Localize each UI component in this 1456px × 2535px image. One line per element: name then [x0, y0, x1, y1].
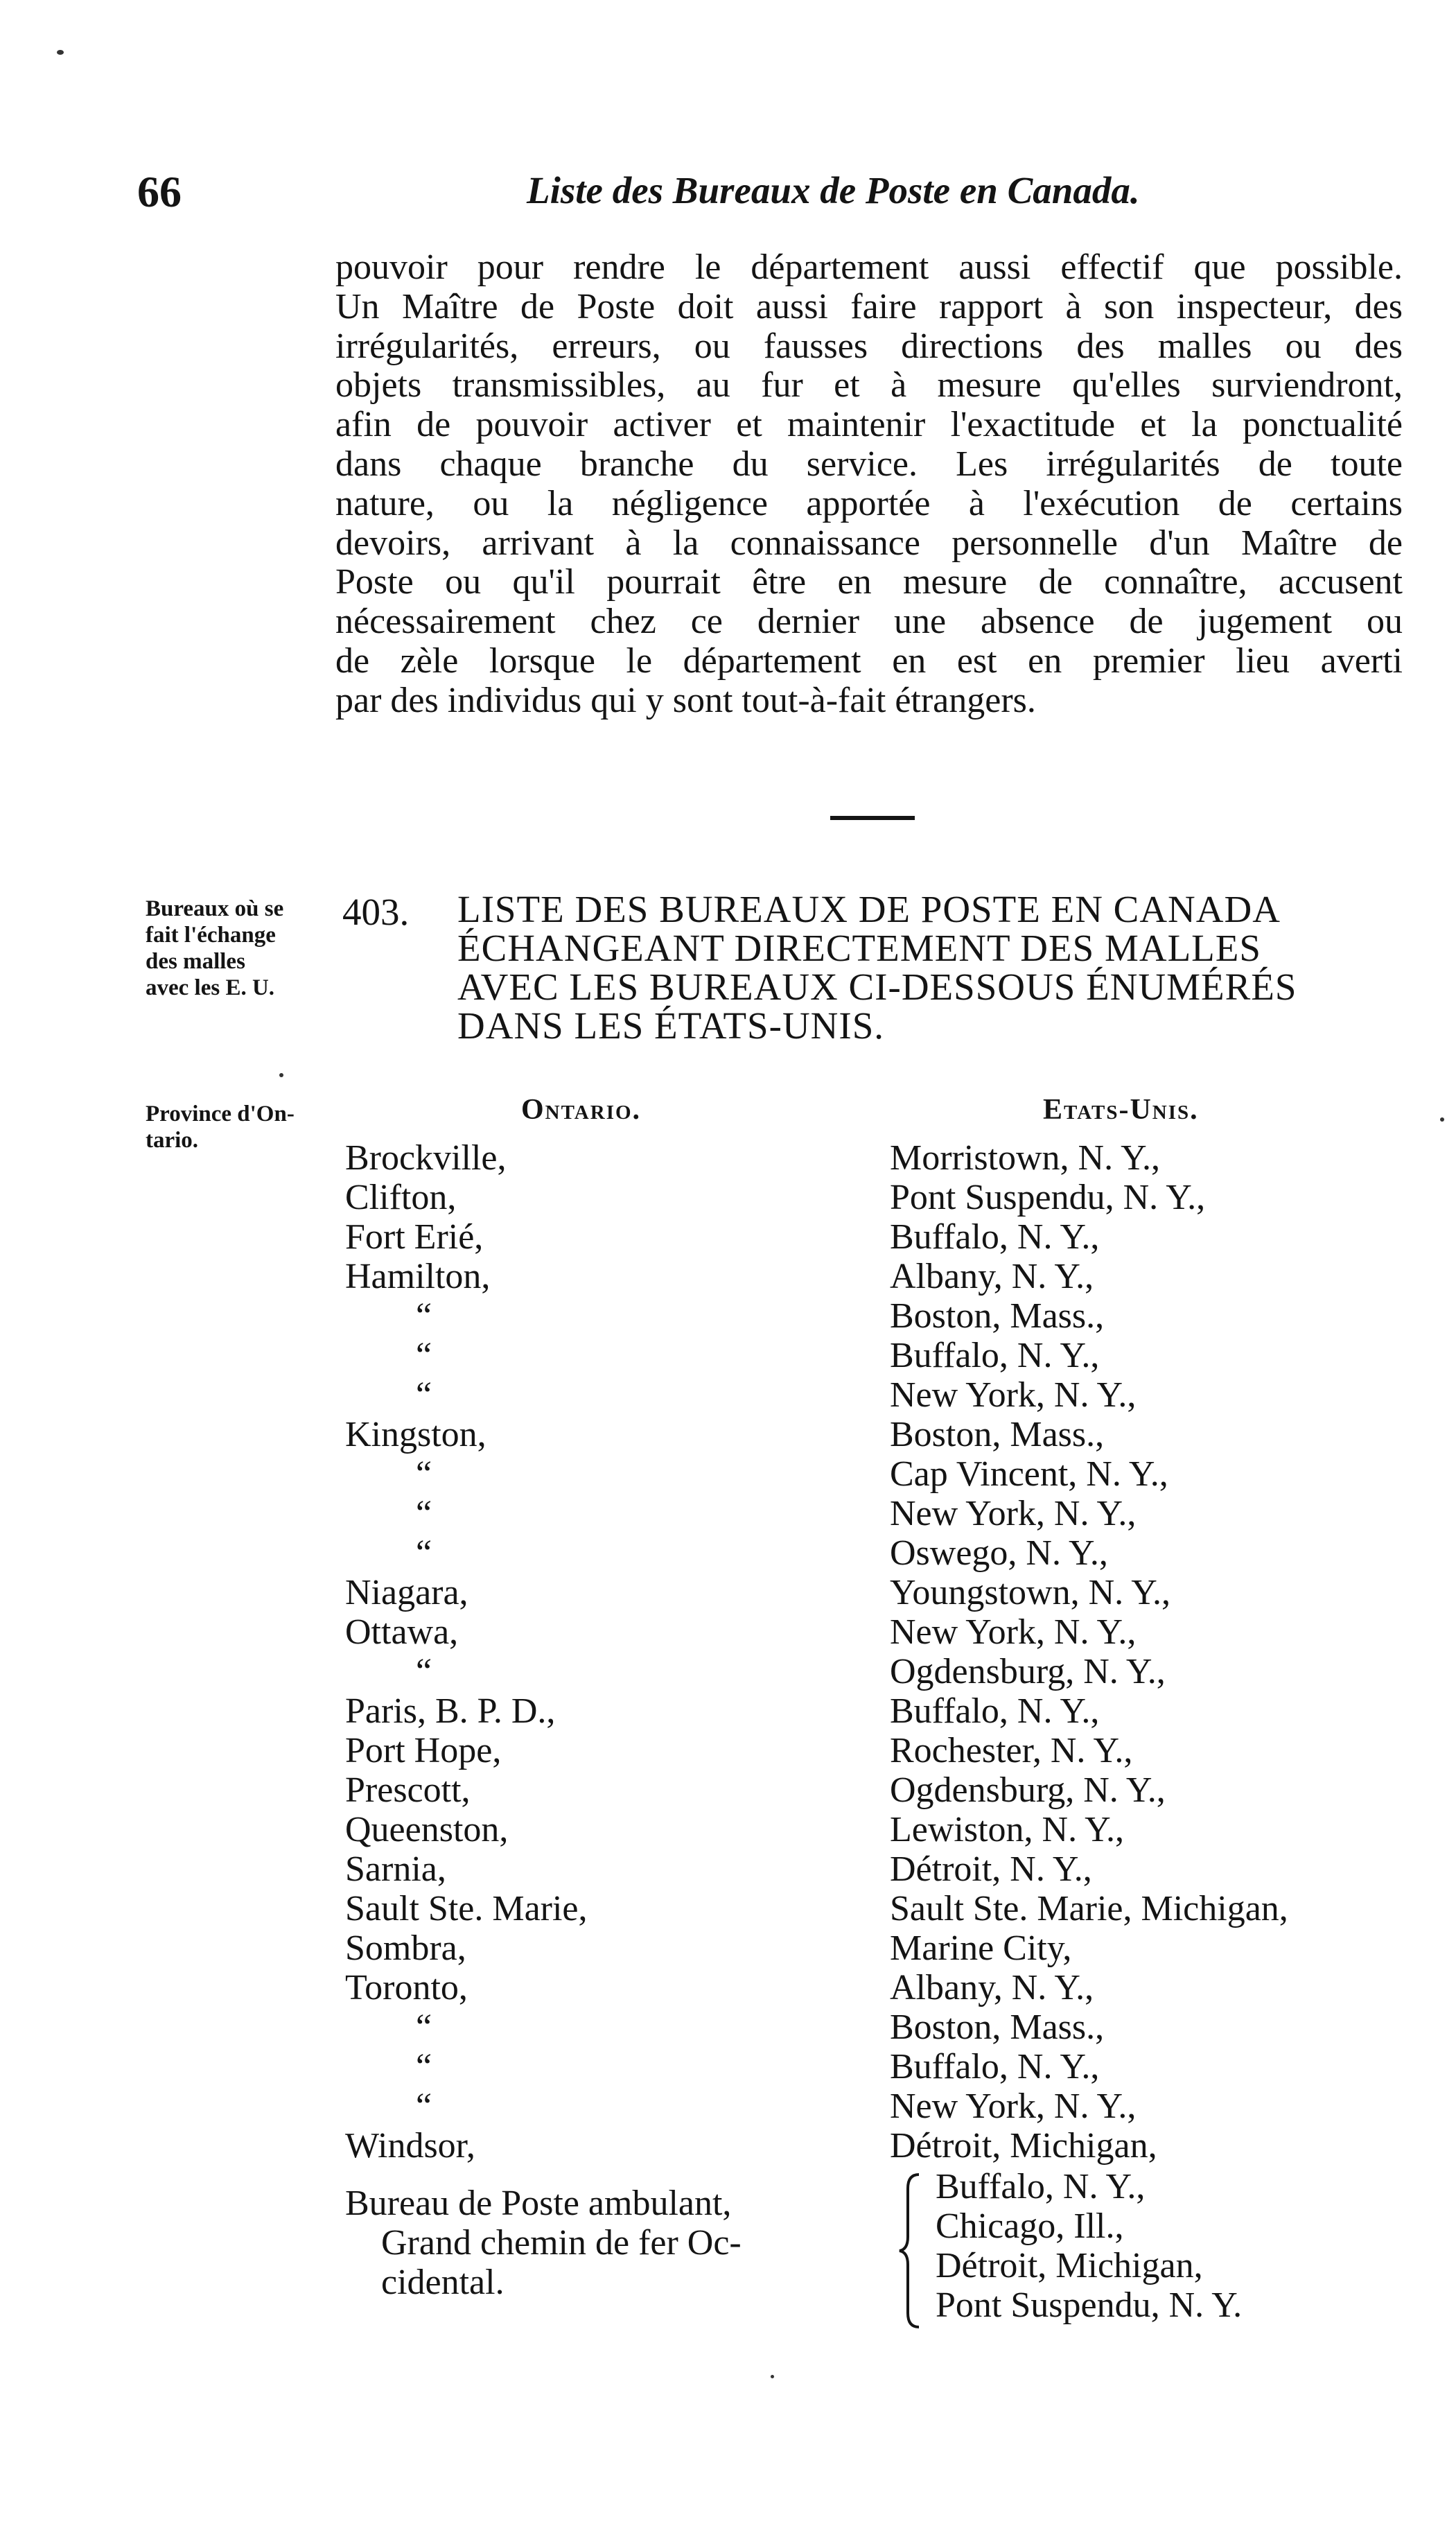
margin-note-line: des malles [146, 949, 245, 974]
us-office: Buffalo, N. Y., [890, 2047, 1100, 2087]
us-office: New York, N. Y., [890, 2087, 1137, 2126]
us-office: Buffalo, N. Y., [936, 2167, 1146, 2206]
ink-speck [771, 2375, 774, 2378]
us-office: Boston, Mass., [890, 2007, 1105, 2047]
ontario-office: Prescott, [345, 1770, 471, 1810]
margin-note-exchange [146, 896, 283, 1001]
body-paragraph [335, 248, 1403, 721]
ontario-office: Queenston, [345, 1810, 509, 1849]
column-header-ontario: Ontario. [521, 1094, 642, 1126]
margin-note-line: Province d'On- [146, 1101, 295, 1126]
us-office: New York, N. Y., [890, 1612, 1137, 1652]
body-line: irrégularités, erreurs, ou fausses directions des malles ou des [335, 326, 1403, 366]
margin-note-line: tario. [146, 1128, 199, 1153]
section-heading [457, 890, 1297, 1045]
body-line: nécessairement chez ce dernier une absence de jugement ou [335, 602, 1403, 642]
railway-office-line: cidental. [381, 2263, 505, 2302]
section-heading-line: ÉCHANGEANT DIRECTEMENT DES MALLES [457, 927, 1261, 969]
ditto-mark: “ [416, 1296, 432, 1336]
ontario-office: Fort Erié, [345, 1217, 484, 1257]
us-office: Oswego, N. Y., [890, 1533, 1108, 1573]
us-office: New York, N. Y., [890, 1494, 1137, 1533]
body-line: dans chaque branche du service. Les irrégularités de toute [335, 444, 1403, 484]
section-heading-line: AVEC LES BUREAUX CI-DESSOUS ÉNUMÉRÉS [457, 966, 1297, 1008]
running-head: Liste des Bureaux de Poste en Canada. [527, 169, 1140, 211]
margin-note-line: Bureaux où se [146, 896, 284, 921]
ontario-office: Hamilton, [345, 1257, 491, 1296]
ditto-mark: “ [416, 1375, 432, 1415]
section-number: 403. [342, 891, 410, 933]
us-office: Youngstown, N. Y., [890, 1573, 1171, 1612]
ditto-mark: “ [416, 2047, 432, 2087]
ditto-mark: “ [416, 2087, 432, 2126]
us-office: Marine City, [890, 1928, 1072, 1968]
body-line: afin de pouvoir activer et maintenir l'exactitude et la ponctualité [335, 405, 1403, 445]
body-line: devoirs, arrivant à la connaissance personnelle d'un Maître de [335, 523, 1403, 563]
section-heading-line: LISTE DES BUREAUX DE POSTE EN CANADA [457, 888, 1281, 930]
ontario-office: Clifton, [345, 1178, 457, 1217]
us-office: Pont Suspendu, N. Y. [936, 2285, 1243, 2325]
ontario-office: Sombra, [345, 1928, 466, 1968]
body-line: nature, ou la négligence apportée à l'exécution de certains [335, 483, 1403, 523]
us-office: New York, N. Y., [890, 1375, 1137, 1415]
margin-note-province [146, 1101, 295, 1153]
ontario-office: Windsor, [345, 2126, 475, 2166]
us-office: Boston, Mass., [890, 1296, 1105, 1336]
ditto-mark: “ [416, 1336, 432, 1375]
ontario-office: Brockville, [345, 1138, 507, 1178]
us-office: Chicago, Ill., [936, 2206, 1124, 2246]
us-office: Ogdensburg, N. Y., [890, 1652, 1166, 1691]
us-office: Rochester, N. Y., [890, 1731, 1133, 1770]
us-office: Morristown, N. Y., [890, 1138, 1161, 1178]
body-line: objets transmissibles, au fur et à mesure qu'elles surviendront, [335, 365, 1403, 406]
ontario-office: Ottawa, [345, 1612, 459, 1652]
section-heading-line: DANS LES ÉTATS-UNIS. [457, 1004, 885, 1047]
ditto-mark: “ [416, 1454, 432, 1494]
body-line: Poste ou qu'il pourrait être en mesure de connaître, accusent [335, 562, 1403, 602]
ontario-office: Port Hope, [345, 1731, 502, 1770]
page-number: 66 [137, 167, 182, 216]
us-office: Cap Vincent, N. Y., [890, 1454, 1168, 1494]
body-line: Un Maître de Poste doit aussi faire rapport à son inspecteur, des [335, 286, 1403, 326]
ink-speck [1440, 1117, 1444, 1122]
ontario-office: Niagara, [345, 1573, 468, 1612]
ink-speck [279, 1073, 283, 1077]
body-line: par des individus qui y sont tout-à-fait étrangers. [335, 680, 1036, 720]
ontario-office: Sarnia, [345, 1849, 446, 1889]
ditto-mark: “ [416, 1652, 432, 1691]
us-office: Ogdensburg, N. Y., [890, 1770, 1166, 1810]
us-office: Albany, N. Y., [890, 1968, 1094, 2007]
ink-speck [57, 50, 64, 55]
ontario-office: Paris, B. P. D., [345, 1691, 556, 1731]
railway-office-line: Bureau de Poste ambulant, [345, 2184, 732, 2223]
section-divider [830, 816, 915, 820]
curly-brace [898, 2172, 926, 2330]
us-office: Détroit, Michigan, [936, 2246, 1203, 2285]
ditto-mark: “ [416, 1533, 432, 1573]
ontario-office: Sault Ste. Marie, [345, 1889, 588, 1928]
ontario-office: Toronto, [345, 1968, 468, 2007]
railway-office-line: Grand chemin de fer Oc- [381, 2223, 742, 2263]
us-office: Lewiston, N. Y., [890, 1810, 1124, 1849]
ditto-mark: “ [416, 1494, 432, 1533]
us-office: Détroit, N. Y., [890, 1849, 1092, 1889]
railway-destinations [936, 2167, 1242, 2325]
column-header-us: Etats-Unis. [1043, 1094, 1199, 1126]
us-office: Détroit, Michigan, [890, 2126, 1157, 2166]
body-line: de zèle lorsque le département en est en premier lieu averti [335, 641, 1403, 681]
us-office: Buffalo, N. Y., [890, 1691, 1100, 1731]
body-line: pouvoir pour rendre le département aussi effectif que possible. [335, 247, 1403, 287]
us-office: Boston, Mass., [890, 1415, 1105, 1454]
ontario-office: Kingston, [345, 1415, 486, 1454]
us-office: Buffalo, N. Y., [890, 1336, 1100, 1375]
us-office: Pont Suspendu, N. Y., [890, 1178, 1206, 1217]
us-office: Albany, N. Y., [890, 1257, 1094, 1296]
us-office: Buffalo, N. Y., [890, 1217, 1100, 1257]
ditto-mark: “ [416, 2007, 432, 2047]
railway-office-entry [345, 2184, 742, 2302]
margin-note-line: fait l'échange [146, 923, 276, 948]
margin-note-line: avec les E. U. [146, 975, 275, 1000]
us-office: Sault Ste. Marie, Michigan, [890, 1889, 1288, 1928]
